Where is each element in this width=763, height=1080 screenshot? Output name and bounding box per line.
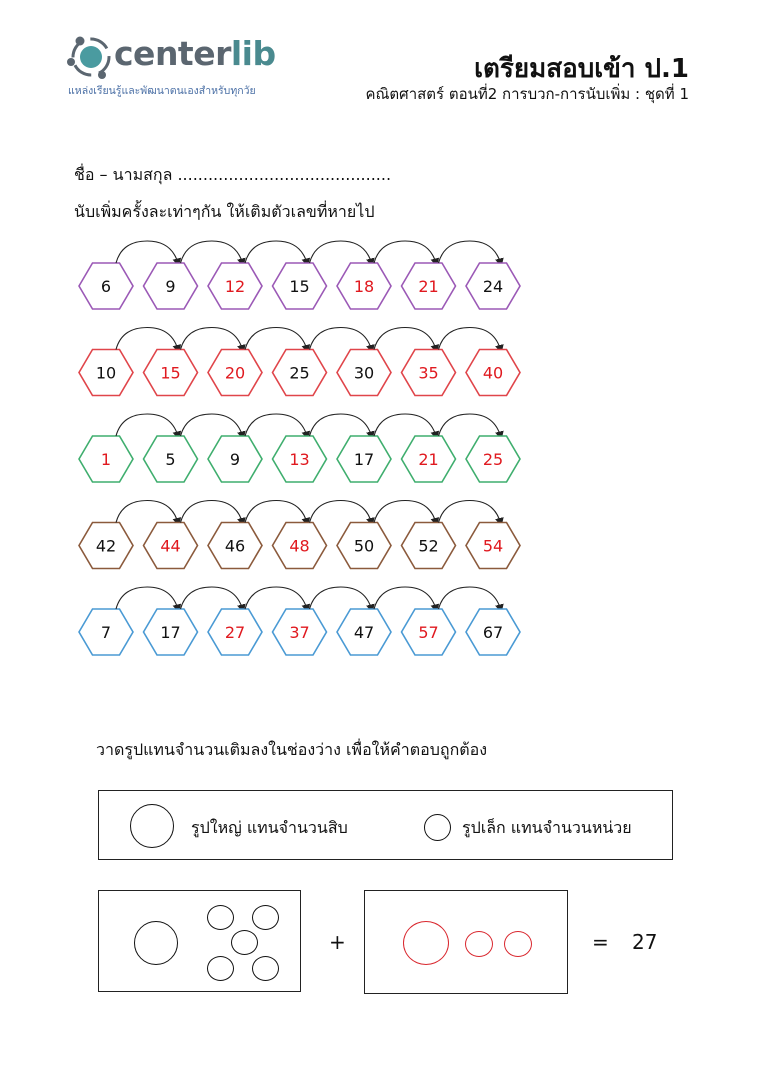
given-number: 50 xyxy=(353,536,375,556)
step-arrow xyxy=(116,328,179,352)
step-arrow xyxy=(439,501,502,525)
big-circle xyxy=(134,921,178,965)
result-value: 27 xyxy=(632,930,658,954)
step-arrow xyxy=(245,328,308,352)
filled-answer-number: 25 xyxy=(482,450,504,469)
legend-big-label: รูปใหญ่ แทนจำนวนสิบ xyxy=(191,818,348,837)
step-arrow xyxy=(310,587,373,611)
given-number: 10 xyxy=(95,363,117,383)
given-number: 47 xyxy=(353,623,375,642)
filled-answer-number: 40 xyxy=(482,363,504,383)
given-number: 67 xyxy=(482,623,504,642)
step-arrow xyxy=(439,414,502,438)
step-arrow xyxy=(310,328,373,352)
filled-answer-number: 20 xyxy=(224,363,246,383)
small-circle xyxy=(252,905,279,930)
legend-small-label: รูปเล็ก แทนจำนวนหน่วย xyxy=(462,818,632,837)
answer-big-circle xyxy=(403,921,449,965)
filled-answer-number: 35 xyxy=(418,363,439,383)
step-arrow xyxy=(116,587,179,611)
legend-big-circle xyxy=(130,804,174,848)
given-number: 9 xyxy=(165,277,176,296)
step-arrow xyxy=(245,241,308,265)
logo-wordmark: centerlib xyxy=(114,34,276,73)
filled-answer-number: 1 xyxy=(100,450,112,469)
small-circle xyxy=(207,956,234,981)
given-number: 52 xyxy=(418,536,439,556)
answer-drawing-box[interactable] xyxy=(364,890,568,994)
step-arrow xyxy=(245,501,308,525)
step-arrow xyxy=(181,241,244,265)
step-arrow xyxy=(374,241,437,265)
given-number: 7 xyxy=(100,623,112,642)
given-number: 9 xyxy=(229,450,241,469)
filled-answer-number: 37 xyxy=(289,623,310,642)
equals-sign: = xyxy=(592,930,609,954)
small-circle xyxy=(231,930,258,955)
sequence-row xyxy=(79,414,520,482)
sequence-row xyxy=(79,501,520,569)
sequence-row xyxy=(79,241,520,309)
given-number: 46 xyxy=(224,536,246,556)
step-arrow xyxy=(439,587,502,611)
section2-instruction: วาดรูปแทนจำนวนเติมลงในช่องว่าง เพื่อให้คำตอบถูกต้อง xyxy=(96,740,488,759)
step-arrow xyxy=(310,414,373,438)
answer-small-circle xyxy=(504,931,532,957)
logo-tagline: แหล่งเรียนรู้และพัฒนาตนเองสำหรับทุกวัย xyxy=(68,85,256,97)
filled-answer-number: 15 xyxy=(160,363,181,383)
step-arrow xyxy=(374,414,437,438)
filled-answer-number: 18 xyxy=(353,277,375,296)
step-arrow xyxy=(374,587,437,611)
small-circle xyxy=(252,956,279,981)
step-arrow xyxy=(374,501,437,525)
step-arrow xyxy=(116,241,179,265)
filled-answer-number: 12 xyxy=(224,277,246,296)
sequence-row xyxy=(79,587,520,655)
small-circle xyxy=(207,905,234,930)
sequence-row xyxy=(79,328,520,396)
document-subtitle: คณิตศาสตร์ ตอนที่2 การบวก-การนับเพิ่ม : ชุดที่ 1 xyxy=(365,85,689,103)
step-arrow xyxy=(181,501,244,525)
legend-small-circle xyxy=(424,814,451,841)
step-arrow xyxy=(116,501,179,525)
step-arrow xyxy=(181,328,244,352)
legend-box xyxy=(98,790,673,860)
document-title: เตรียมสอบเข้า ป.1 xyxy=(474,54,689,84)
answer-small-circle xyxy=(465,931,493,957)
step-arrow xyxy=(181,414,244,438)
step-arrow xyxy=(245,587,308,611)
given-number: 24 xyxy=(482,277,504,296)
given-number: 17 xyxy=(353,450,375,469)
step-arrow xyxy=(374,328,437,352)
step-arrow xyxy=(439,241,502,265)
given-number: 30 xyxy=(353,363,375,383)
filled-answer-number: 27 xyxy=(224,623,246,642)
given-number: 15 xyxy=(289,277,310,296)
filled-answer-number: 21 xyxy=(418,277,439,296)
step-arrow xyxy=(116,414,179,438)
filled-answer-number: 54 xyxy=(482,536,504,556)
left-operand-box xyxy=(98,890,301,992)
section1-instruction: นับเพิ่มครั้งละเท่าๆกัน ให้เติมตัวเลขที่หายไป xyxy=(74,202,375,221)
given-number: 17 xyxy=(160,623,181,642)
plus-sign: + xyxy=(329,930,346,954)
step-arrow xyxy=(245,414,308,438)
filled-answer-number: 57 xyxy=(418,623,439,642)
filled-answer-number: 44 xyxy=(160,536,181,556)
step-arrow xyxy=(439,328,502,352)
given-number: 5 xyxy=(165,450,176,469)
name-field-line[interactable]: ชื่อ – นามสกุล .......................................... xyxy=(74,165,392,184)
given-number: 42 xyxy=(95,536,117,556)
filled-answer-number: 21 xyxy=(418,450,439,469)
step-arrow xyxy=(310,501,373,525)
filled-answer-number: 13 xyxy=(289,450,310,469)
given-number: 25 xyxy=(289,363,310,383)
step-arrow xyxy=(310,241,373,265)
filled-answer-number: 48 xyxy=(289,536,310,556)
given-number: 6 xyxy=(100,277,112,296)
step-arrow xyxy=(181,587,244,611)
